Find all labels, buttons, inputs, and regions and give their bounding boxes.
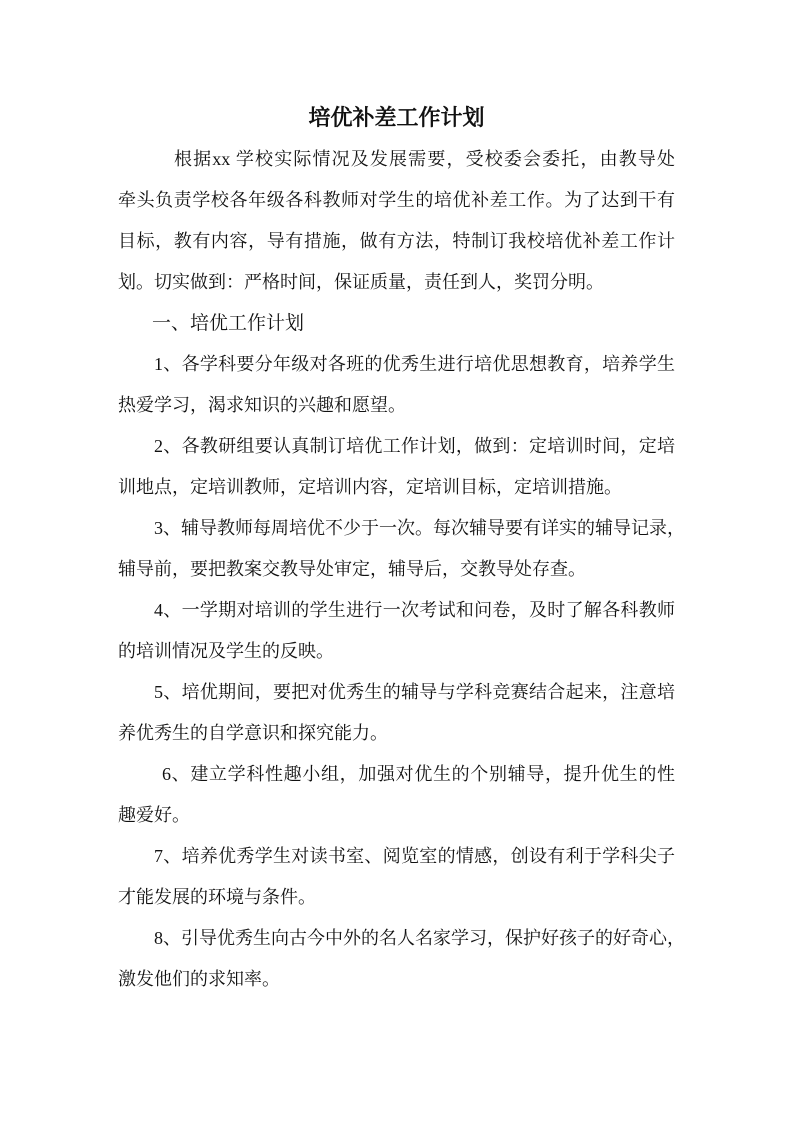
text-line: 热爱学习，渴求知识的兴趣和愿望。: [118, 395, 406, 415]
list-item: [118, 426, 675, 508]
text-line: 划。切实做到：严格时间，保证质量，责任到人，奖罚分明。: [118, 272, 604, 292]
list-item: [118, 672, 675, 754]
list-item: [118, 590, 675, 672]
text-line: 牵头负责学校各年级各科教师对学生的培优补差工作。为了达到干有: [118, 190, 675, 210]
text-line: 6、建立学科性趣小组，加强对优生的个别辅导，提升优生的性: [162, 764, 675, 784]
text-line: 5、培优期间，要把对优秀生的辅导与学科竞赛结合起来，注意培: [154, 682, 675, 702]
text-line: 趣爱好。: [118, 805, 190, 825]
section-heading: 一、培优工作计划: [152, 313, 305, 334]
text-line: 根据xx 学校实际情况及发展需要，受校委会委托，由教导处: [174, 149, 675, 169]
list-item: [118, 508, 685, 590]
text-line: 2、各教研组要认真制订培优工作计划，做到：定培训时间，定培: [154, 436, 675, 456]
list-item: [118, 836, 675, 918]
text-line: 的培训情况及学生的反映。: [118, 641, 334, 661]
text-line: 4、一学期对培训的学生进行一次考试和问卷，及时了解各科教师: [154, 600, 675, 620]
list-item: [118, 754, 675, 836]
list-item: [118, 344, 675, 426]
text-line: 训地点，定培训教师，定培训内容，定培训目标，定培训措施。: [118, 477, 622, 497]
document-body: [118, 139, 685, 1000]
intro-paragraph: [118, 139, 675, 303]
list-item: [118, 918, 685, 1000]
text-line: 3、辅导教师每周培优不少于一次。每次辅导要有详实的辅导记录，: [154, 518, 685, 538]
text-line: 8、引导优秀生向古今中外的名人名家学习，保护好孩子的好奇心，: [154, 928, 685, 948]
text-line: 才能发展的环境与条件。: [118, 887, 316, 907]
text-line: 1、各学科要分年级对各班的优秀生进行培优思想教育，培养学生: [154, 354, 675, 374]
text-line: 目标，教有内容，导有措施，做有方法，特制订我校培优补差工作计: [118, 231, 675, 251]
text-line: 养优秀生的自学意识和探究能力。: [118, 723, 388, 743]
text-line: 7、培养优秀学生对读书室、阅览室的情感，创设有利于学科尖子: [154, 846, 675, 866]
document-title: 培优补差工作计划: [308, 105, 485, 130]
text-line: 激发他们的求知率。: [118, 969, 280, 989]
text-line: 辅导前，要把教案交教导处审定，辅导后，交教导处存查。: [118, 559, 586, 579]
